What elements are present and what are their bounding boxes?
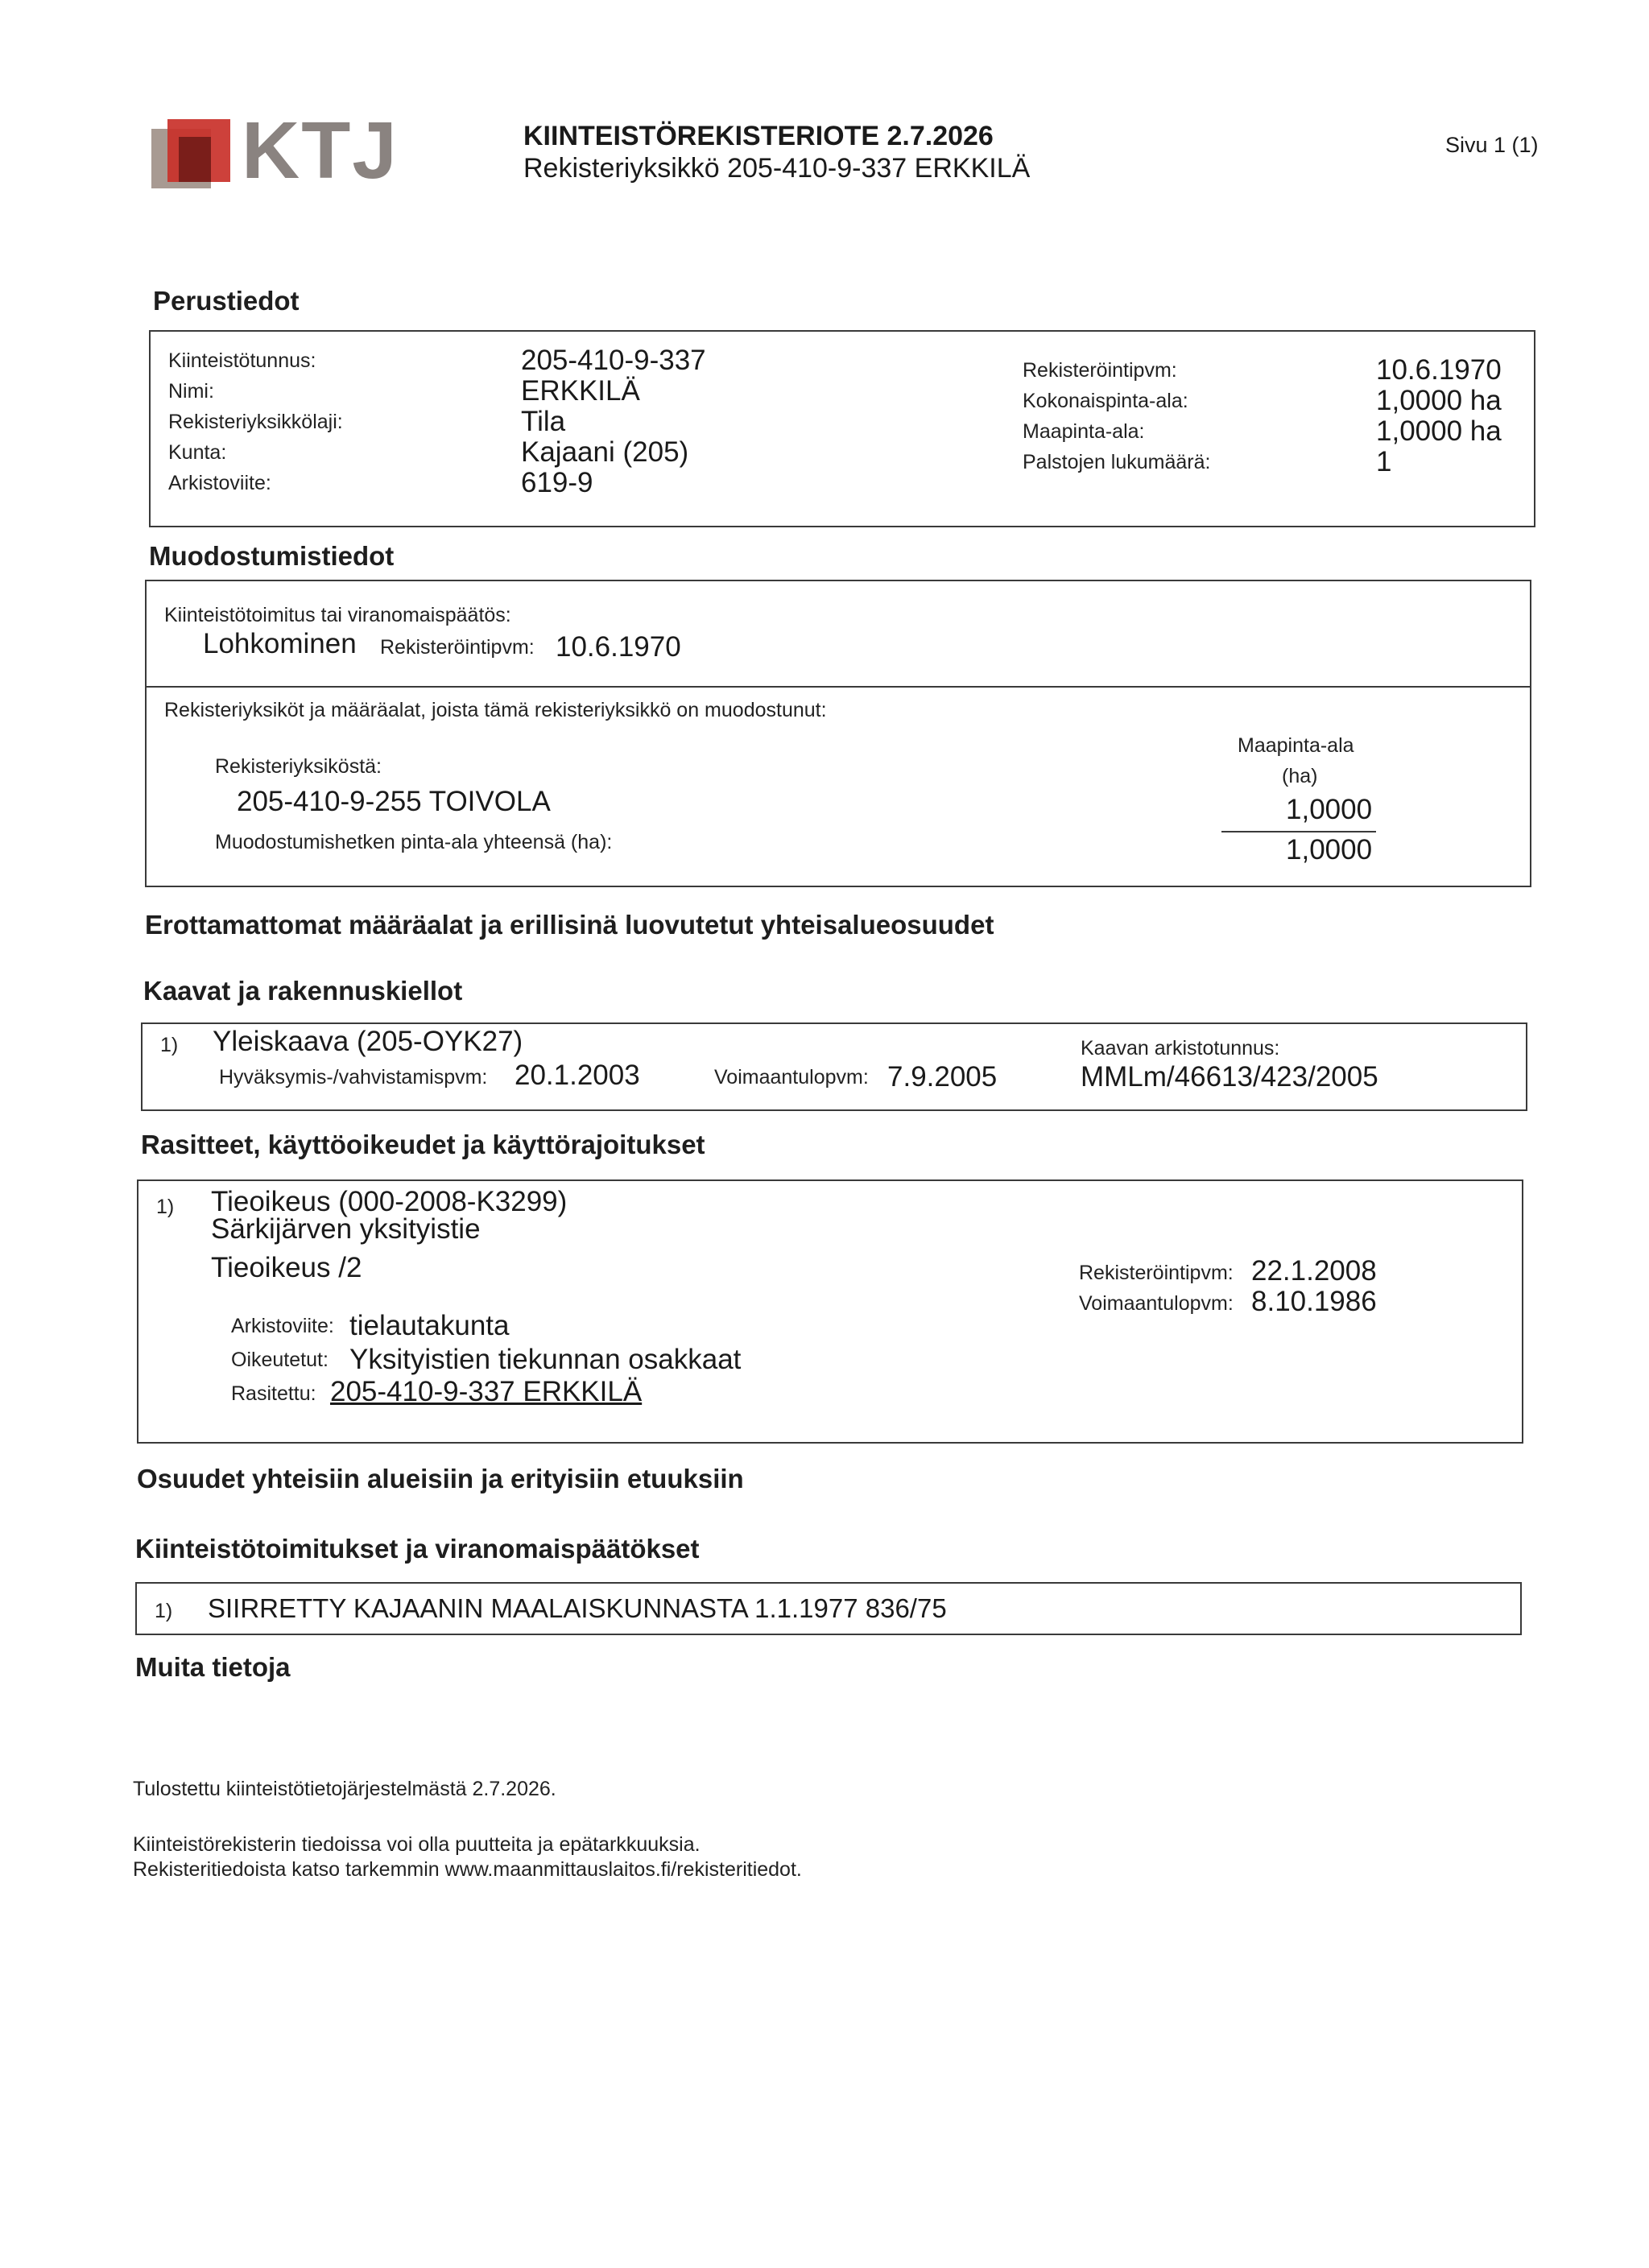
field-label: Rekisteröintipvm: <box>1023 359 1177 382</box>
field-label: Arkistoviite: <box>168 472 271 494</box>
field-label: Kiinteistötunnus: <box>168 349 316 372</box>
palstojen-lukumaara-value: 1 <box>1376 446 1392 477</box>
section-heading-osuudet: Osuudet yhteisiin alueisiin ja erityisiin etuuksiin <box>137 1464 744 1493</box>
toimitukset-box <box>135 1582 1522 1635</box>
total-value: 1,0000 <box>1286 834 1373 865</box>
section-heading-erottamattomat: Erottamattomat määräalat ja erillisinä luovutetut yhteisalueosuudet <box>145 910 994 940</box>
toimitus-value: SIIRRETTY KAJAANIN MAALAISKUNNASTA 1.1.1977 836/75 <box>208 1593 947 1623</box>
rekisterointipvm-label: Rekisteröintipvm: <box>380 636 535 659</box>
hyvaksymispvm-label: Hyväksymis-/vahvistamispvm: <box>219 1066 488 1089</box>
yksikot-label: Rekisteriyksiköt ja määräalat, joista tämä rekisteriyksikkö on muodostunut: <box>164 699 827 721</box>
toimitus-value: Lohkominen <box>203 628 357 659</box>
oikeutetut-label: Oikeutetut: <box>231 1349 329 1371</box>
sum-line <box>1221 831 1376 832</box>
rasite-type: Tieoikeus /2 <box>211 1252 362 1283</box>
item-number: 1) <box>160 1034 179 1056</box>
section-heading-kaavat: Kaavat ja rakennuskiellot <box>143 976 463 1006</box>
voimaantulopvm-label: Voimaantulopvm: <box>1079 1292 1234 1315</box>
item-number: 1) <box>155 1600 173 1622</box>
document-title: KIINTEISTÖREKISTERIOTE 2.7.2026 <box>523 121 994 151</box>
divider <box>147 686 1530 688</box>
from-label: Rekisteriyksiköstä: <box>215 755 382 778</box>
item-number: 1) <box>156 1196 175 1218</box>
footer-printed: Tulostettu kiinteistötietojärjestelmästä 2.7.2026. <box>133 1778 556 1800</box>
perustiedot-box <box>149 330 1535 527</box>
kaavat-box <box>141 1022 1527 1111</box>
nimi-value: ERKKILÄ <box>521 375 640 407</box>
voimaantulopvm-value: 7.9.2005 <box>887 1061 998 1093</box>
field-label: Nimi: <box>168 380 214 403</box>
field-label: Kokonaispinta-ala: <box>1023 390 1188 412</box>
rekisterointipvm-value: 10.6.1970 <box>556 631 681 663</box>
hyvaksymispvm-value: 20.1.2003 <box>515 1060 640 1091</box>
field-label: Kunta: <box>168 441 227 464</box>
section-heading-muodostumistiedot: Muodostumistiedot <box>149 541 395 571</box>
from-value: 205-410-9-255 TOIVOLA <box>237 786 551 817</box>
arkistotunnus-value: MMLm/46613/423/2005 <box>1081 1061 1378 1093</box>
arkistoviite-label: Arkistoviite: <box>231 1315 334 1337</box>
section-heading-toimitukset: Kiinteistötoimitukset ja viranomaispäätökset <box>135 1534 700 1564</box>
rekisterointipvm-label: Rekisteröintipvm: <box>1079 1262 1234 1284</box>
rekisterointipvm-value: 10.6.1970 <box>1376 354 1502 386</box>
muodostumistiedot-box <box>145 580 1531 887</box>
arkistoviite-value: 619-9 <box>521 467 593 498</box>
rekisterointipvm-value: 22.1.2008 <box>1251 1255 1377 1287</box>
rekisteriyksikkolaji-value: Tila <box>521 406 566 437</box>
kiinteistotunnus-value: 205-410-9-337 <box>521 345 706 376</box>
section-heading-muita: Muita tietoja <box>135 1652 291 1682</box>
maapinta-ala-unit: (ha) <box>1282 765 1318 787</box>
total-label: Muodostumishetken pinta-ala yhteensä (ha): <box>215 831 613 853</box>
rasitteet-box <box>137 1179 1523 1444</box>
voimaantulopvm-value: 8.10.1986 <box>1251 1286 1377 1317</box>
logo-text: KTJ <box>242 105 399 196</box>
logo-square-dark <box>179 137 211 182</box>
document-subtitle: Rekisteriyksikkö 205-410-9-337 ERKKILÄ <box>523 153 1031 184</box>
rasite-name: Tieoikeus (000-2008-K3299) <box>211 1186 568 1217</box>
page-number: Sivu 1 (1) <box>1445 133 1539 157</box>
footer-note-1: Kiinteistörekisterin tiedoissa voi olla puutteita ja epätarkkuuksia. <box>133 1833 701 1856</box>
kaava-name: Yleiskaava (205-OYK27) <box>213 1026 523 1057</box>
rasitettu-label: Rasitettu: <box>231 1382 316 1405</box>
section-heading-rasitteet: Rasitteet, käyttöoikeudet ja käyttörajoitukset <box>141 1130 705 1159</box>
field-label: Maapinta-ala: <box>1023 420 1145 443</box>
rasitettu-link[interactable]: 205-410-9-337 ERKKILÄ <box>330 1376 643 1407</box>
kunta-value: Kajaani (205) <box>521 436 689 468</box>
field-label: Palstojen lukumäärä: <box>1023 451 1211 473</box>
arkistoviite-value: tielautakunta <box>349 1310 510 1341</box>
toimitus-label: Kiinteistötoimitus tai viranomaispäätös: <box>164 604 511 626</box>
field-label: Rekisteriyksikkölaji: <box>168 411 343 433</box>
maapinta-ala-header: Maapinta-ala <box>1238 734 1354 757</box>
voimaantulopvm-label: Voimaantulopvm: <box>714 1066 869 1089</box>
arkistotunnus-label: Kaavan arkistotunnus: <box>1081 1037 1280 1060</box>
rasite-name-2: Särkijärven yksityistie <box>211 1213 481 1245</box>
from-area-value: 1,0000 <box>1286 794 1373 825</box>
oikeutetut-value: Yksityistien tiekunnan osakkaat <box>349 1344 742 1375</box>
kokonaispinta-ala-value: 1,0000 ha <box>1376 385 1502 416</box>
footer-note-2: Rekisteritiedoista katso tarkemmin www.maanmittauslaitos.fi/rekisteritiedot. <box>133 1858 802 1881</box>
section-heading-perustiedot: Perustiedot <box>153 286 300 316</box>
maapinta-ala-value: 1,0000 ha <box>1376 415 1502 447</box>
